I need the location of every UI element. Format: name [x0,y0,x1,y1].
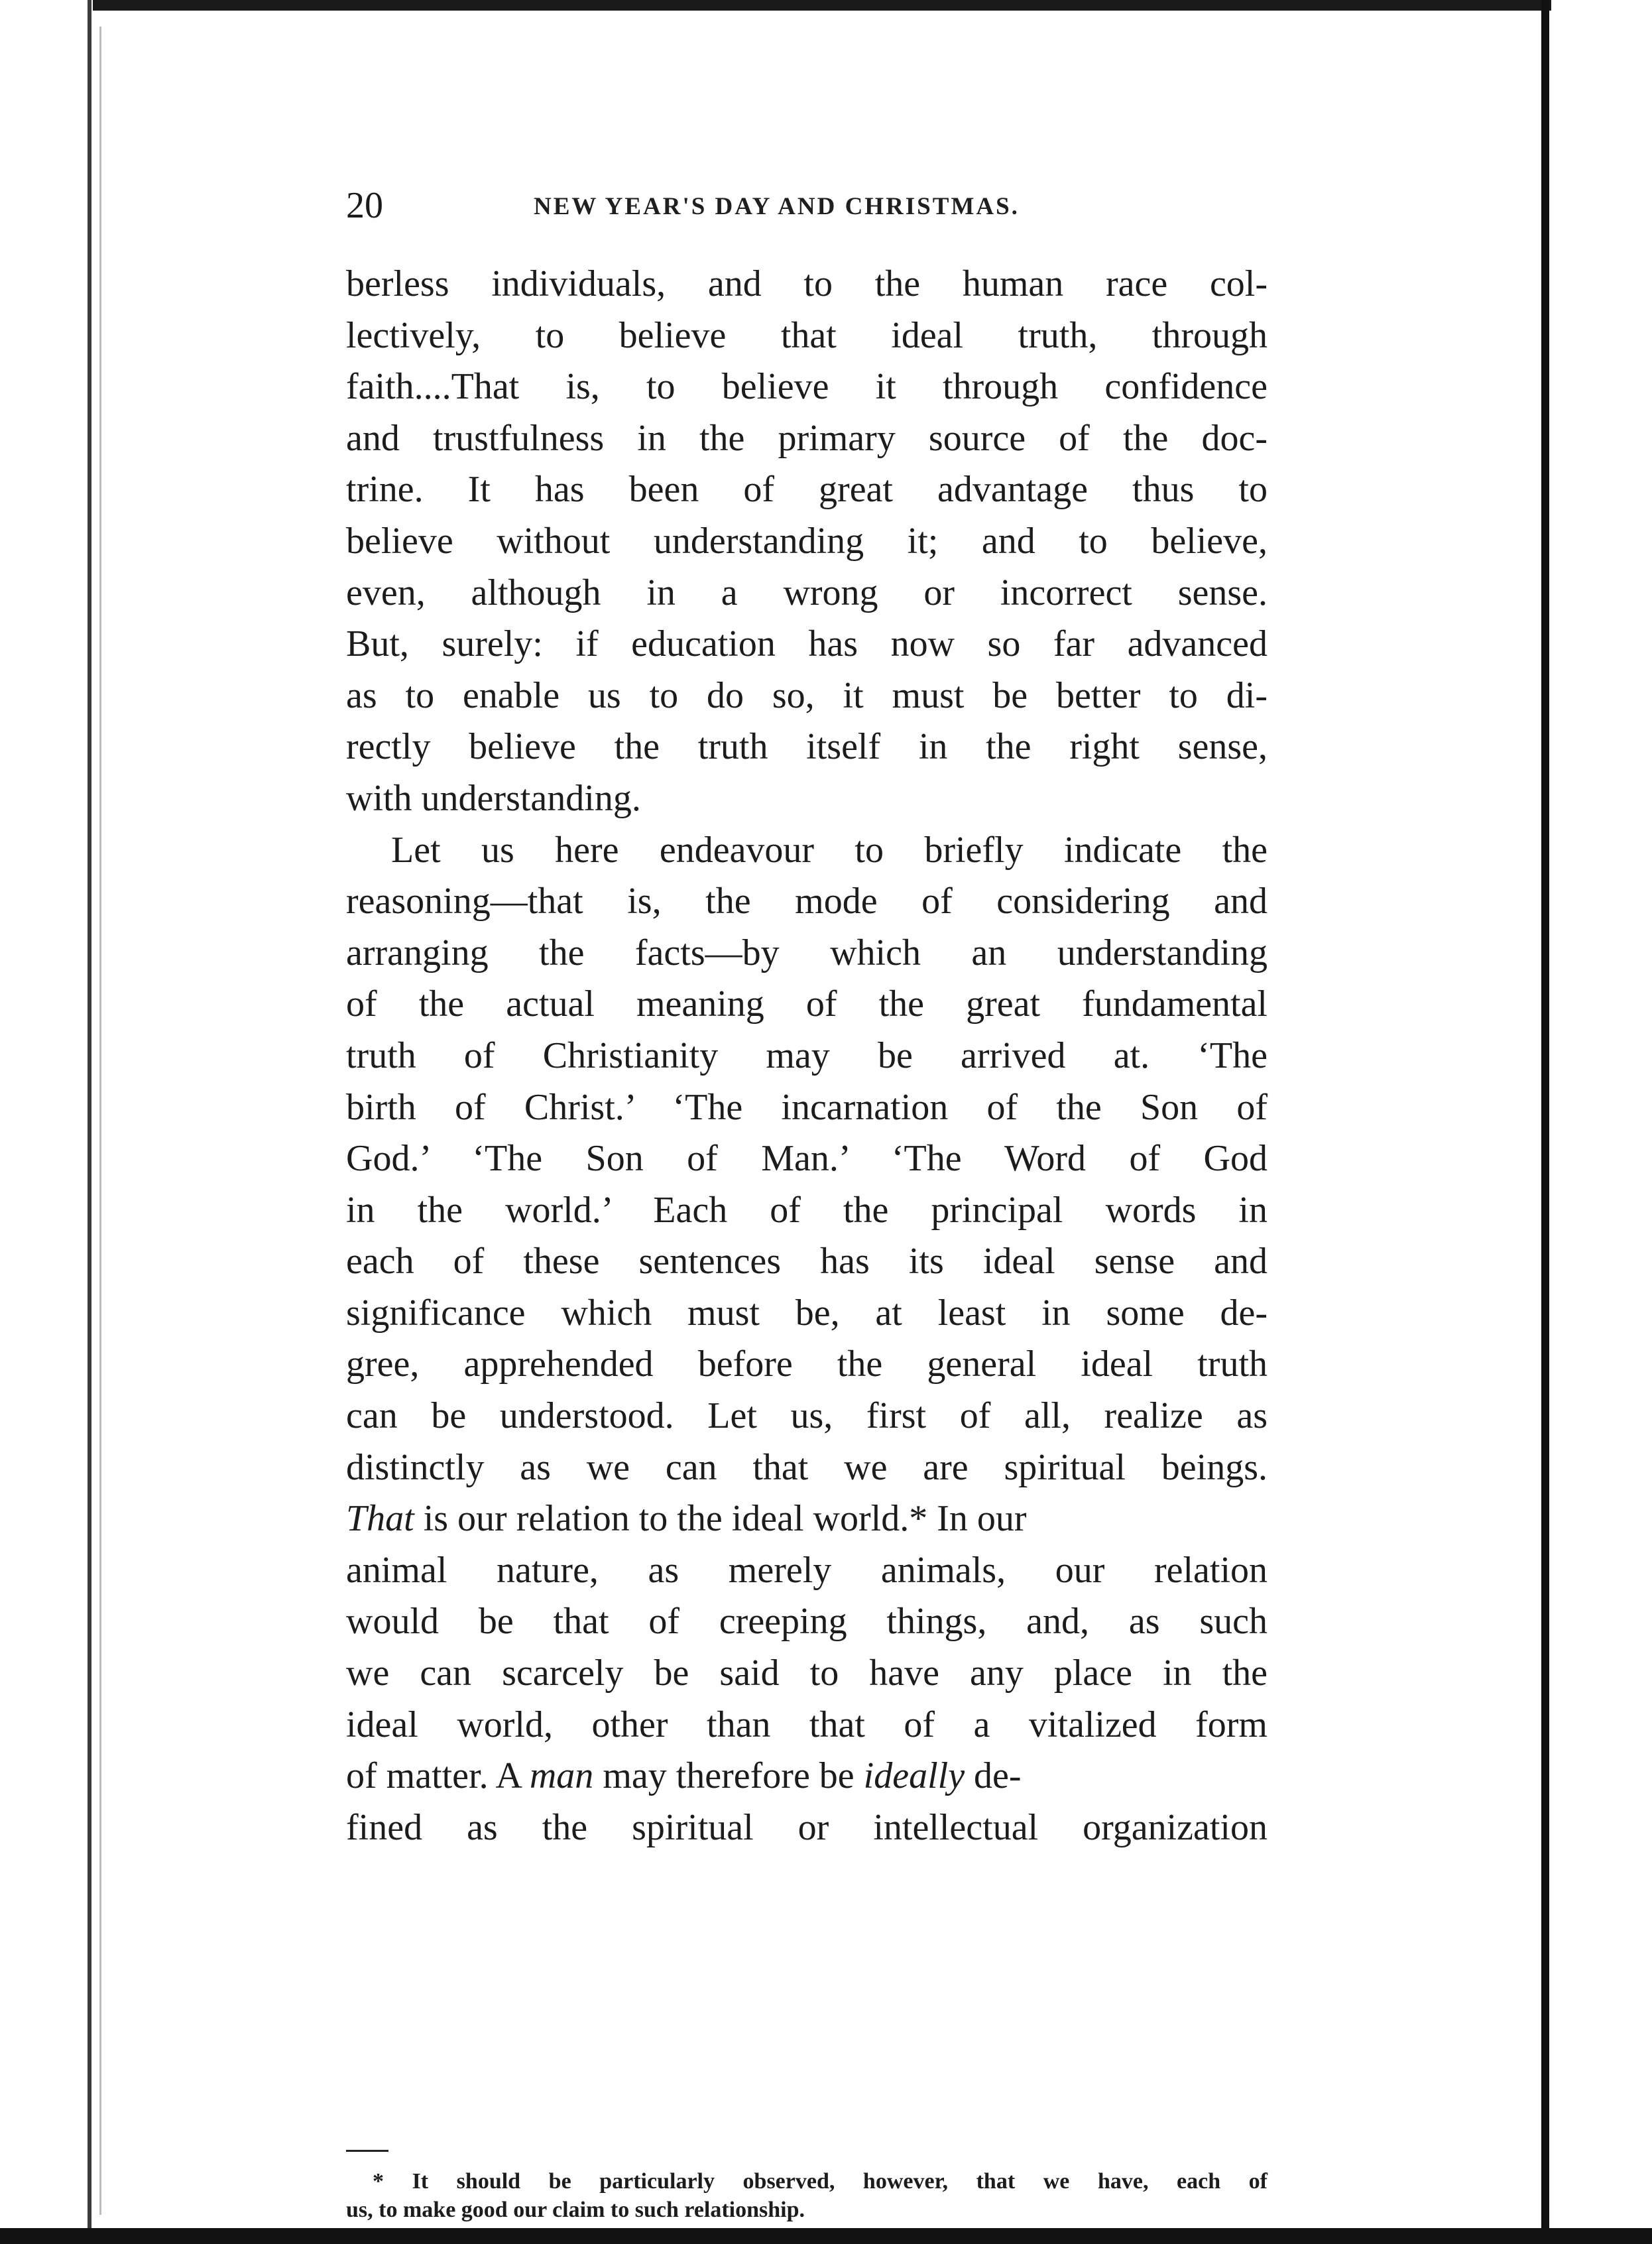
text-line: birth of Christ.’ ‘The incarnation of the Son of [346,1086,1268,1128]
text-line: of the actual meaning of the great fundamental [346,983,1268,1025]
text-line: as to enable us to do so, it must be better to di- [346,674,1268,716]
text-line: we can scarcely be said to have any place in the [346,1652,1268,1694]
page-edge-left [88,0,91,2244]
text-line: believe without understanding it; and to believe, [346,520,1268,562]
page-edge-top [93,0,1551,11]
running-title: NEW YEAR'S DAY AND CHRISTMAS. [534,193,1020,220]
text-line: animal nature, as merely animals, our relation [346,1549,1268,1591]
text-run: may therefore be [593,1755,864,1797]
page-edge-right [1541,0,1549,2244]
text-line: in the world.’ Each of the principal words in [346,1189,1268,1231]
text-line: and trustfulness in the primary source of the doc- [346,417,1268,459]
text-line-with-italic [346,1493,1268,1545]
page-number: 20 [346,185,383,226]
text-line: distinctly as we can that we are spiritual beings. [346,1446,1268,1488]
text-line: trine. It has been of great advantage thus to [346,469,1268,511]
running-head [346,184,1274,231]
text-line: significance which must be, at least in some de- [346,1292,1268,1334]
page-edge-bottom [0,2228,1652,2244]
text-line: arranging the facts—by which an understanding [346,932,1268,973]
italic-word: That [346,1498,414,1540]
text-line: But, surely: if education has now so far advanced [346,623,1268,665]
footnote [346,2167,1268,2224]
page-edge-inner [99,27,101,2215]
text-line: can be understood. Let us, first of all, realize as [346,1395,1268,1437]
footnote-line: * It should be particularly observed, however, that we have, each of [373,2169,1268,2194]
footnote-line: us, to make good our claim to such relationship. [346,2198,805,2222]
text-line: God.’ ‘The Son of Man.’ ‘The Word of God [346,1138,1268,1180]
text-run: of matter. A [346,1755,530,1797]
text-line: would be that of creeping things, and, as such [346,1601,1268,1643]
text-run: is our relation to the ideal world.* In our [414,1498,1027,1540]
italic-word: ideally [863,1755,965,1797]
footnote-rule [346,2150,388,2152]
text-line: lectively, to believe that ideal truth, through [346,314,1268,356]
body-text [346,259,1268,1853]
text-line-with-italics [346,1751,1268,1802]
text-line: rectly believe the truth itself in the right sense, [346,726,1268,768]
text-line: gree, apprehended before the general ideal truth [346,1343,1268,1385]
text-line: faith....That is, to believe it through confidence [346,366,1268,408]
text-line: berless individuals, and to the human race col- [346,263,1268,304]
text-line: ideal world, other than that of a vitalized form [346,1704,1268,1745]
text-line: reasoning—that is, the mode of considering and [346,881,1268,922]
text-line: with understanding. [346,777,641,819]
text-line: fined as the spiritual or intellectual organization [346,1806,1268,1848]
text-line: each of these sentences has its ideal sense and [346,1241,1268,1282]
text-line: truth of Christianity may be arrived at. ‘The [346,1034,1268,1076]
italic-word: man [529,1755,594,1797]
paragraph-start-line: Let us here endeavour to briefly indicate the [391,829,1268,871]
text-run: de- [965,1755,1022,1797]
text-line: even, although in a wrong or incorrect sense. [346,572,1268,613]
